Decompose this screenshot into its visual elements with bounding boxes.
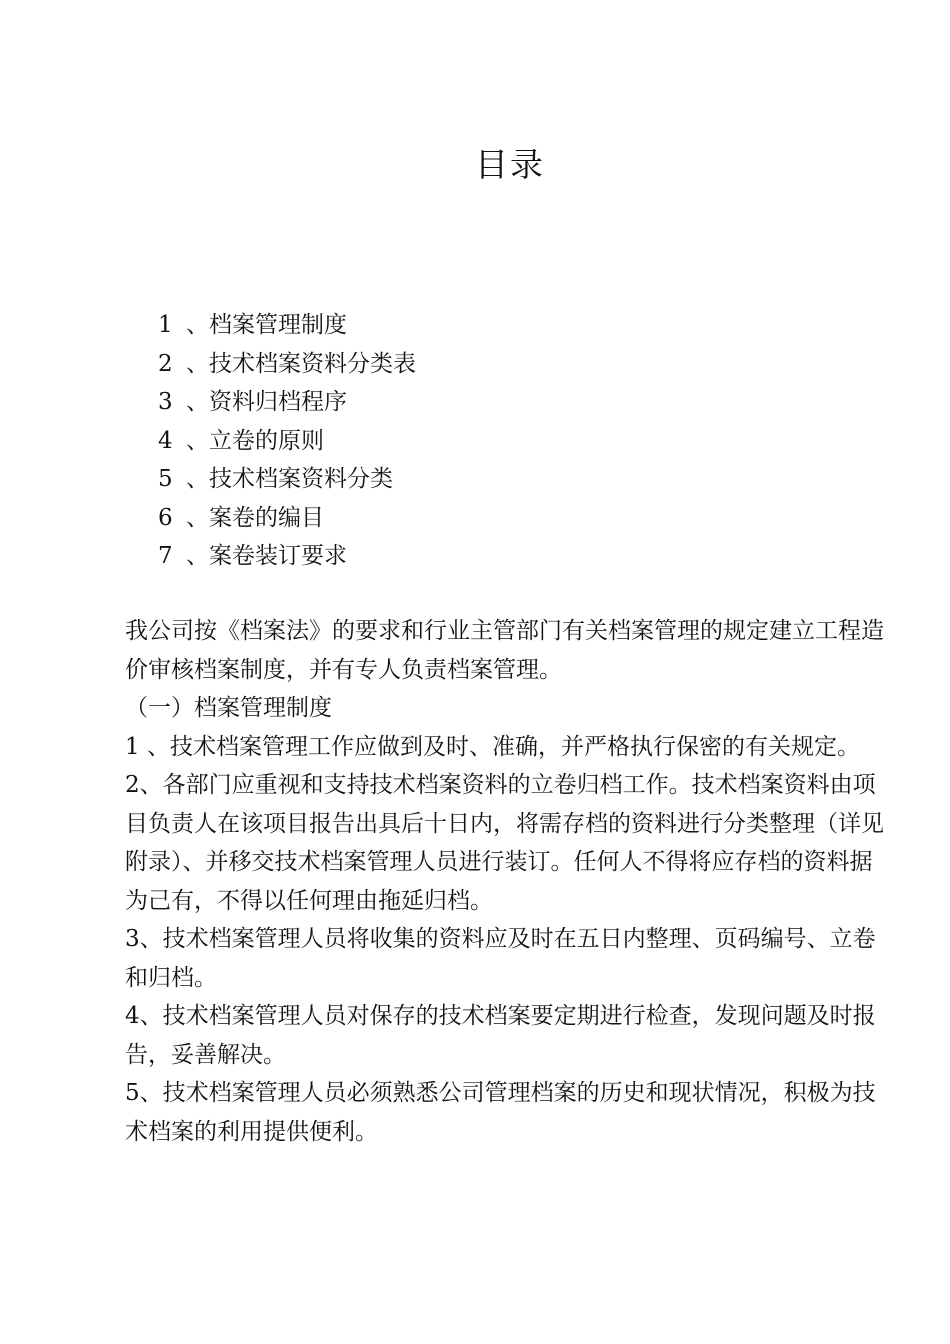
table-of-contents bbox=[158, 306, 416, 576]
toc-item-text: 、案卷装订要求 bbox=[186, 543, 347, 569]
toc-item-1 bbox=[158, 306, 416, 345]
rule-paragraph-2: 2、各部门应重视和支持技术档案资料的立卷归档工作。技术档案资料由项目负责人在该项目报告出具后十日内，将需存档的资料进行分类整理（详见附录）、并移交技术档案管理人员进行装订。任何人不得将应存档的资料据为己有，不得以任何理由拖延归档。 bbox=[125, 772, 884, 914]
rule-paragraph-4: 4、技术档案管理人员对保存的技术档案要定期进行检查，发现问题及时报告，妥善解决。 bbox=[125, 1003, 876, 1068]
toc-item-text: 、技术档案资料分类表 bbox=[186, 350, 416, 377]
toc-item-number: 4 bbox=[158, 427, 173, 454]
toc-item-number: 5 bbox=[158, 466, 173, 492]
toc-item-number: 3 bbox=[158, 389, 173, 415]
toc-item-text: 、档案管理制度 bbox=[186, 312, 347, 338]
toc-item-text: 、技术档案资料分类 bbox=[186, 466, 393, 492]
toc-item-text: 、资料归档程序 bbox=[186, 389, 347, 415]
toc-item-number: 6 bbox=[158, 504, 173, 531]
rule-paragraph-5: 5、技术档案管理人员必须熟悉公司管理档案的历史和现状情况，积极为技术档案的利用提供便利。 bbox=[125, 1080, 876, 1145]
toc-item-text: 、立卷的原则 bbox=[186, 427, 324, 454]
toc-item-text: 、案卷的编目 bbox=[186, 504, 324, 531]
toc-item-5 bbox=[158, 460, 416, 499]
toc-item-number: 2 bbox=[158, 350, 173, 377]
toc-item-number: 1 bbox=[158, 312, 173, 338]
toc-item-number: 7 bbox=[158, 543, 173, 569]
section-heading: （一）档案管理制度 bbox=[125, 695, 332, 721]
document-body bbox=[125, 612, 895, 1151]
intro-paragraph: 我公司按《档案法》的要求和行业主管部门有关档案管理的规定建立工程造价审核档案制度，并有专人负责档案管理。 bbox=[125, 618, 884, 683]
rule-paragraph-3: 3、技术档案管理人员将收集的资料应及时在五日内整理、页码编号、立卷和归档。 bbox=[125, 926, 876, 991]
rule-paragraph-1: 1 、技术档案管理工作应做到及时、准确，并严格执行保密的有关规定。 bbox=[125, 733, 860, 760]
page-title: 目录 bbox=[475, 145, 545, 184]
toc-item-3 bbox=[158, 383, 416, 422]
toc-item-4 bbox=[158, 422, 416, 461]
toc-item-6 bbox=[158, 499, 416, 538]
toc-item-7 bbox=[158, 537, 416, 576]
toc-item-2 bbox=[158, 345, 416, 384]
